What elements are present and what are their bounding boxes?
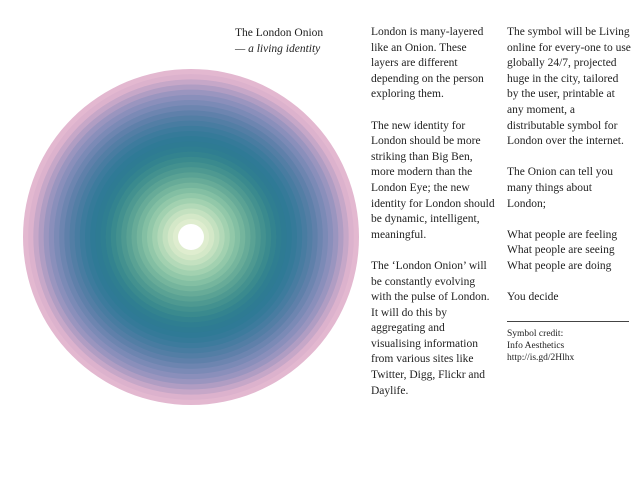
paragraph: The new identity for London should be more striking than Big Ben, more modern than the London Eye; the new identity for London should be dynamic, intelligent, meaningful. [371,119,495,241]
london-onion-symbol [23,69,359,405]
credit-link[interactable]: http://is.gd/2Hlhx [507,353,575,364]
closing-line: You decide [507,291,559,304]
text-column-2 [507,25,631,364]
list-item: What people are feeling [507,228,618,241]
list-item: What people are doing [507,259,612,272]
credit-name: Info Aesthetics [507,341,565,352]
feature-list [507,228,631,275]
divider [507,321,629,322]
page-title: The London Onion [235,27,324,39]
credit-label: Symbol credit: [507,329,564,340]
paragraph: The Onion can tell you many things about London; [507,166,614,210]
onion-center [178,224,204,250]
text-column-1 [371,25,495,415]
page-subtitle: — a living identity [235,43,321,55]
title-block [235,25,355,57]
paragraph: London is many-layered like an Onion. These layers are different depending on the person exploring them. [371,26,484,101]
paragraph: The symbol will be Living online for every-one to use globally 24/7, projected huge in the city, tailored by the user, printable at any moment, a distributable symbol for London over the internet. [507,26,631,148]
list-item: What people are seeing [507,244,615,257]
symbol-credit [507,328,631,364]
paragraph: The ‘London Onion’ will be constantly evolving with the pulse of London. It will do this by aggregating and visualising information from various sites like Twitter, Digg, Flickr and Daylife. [371,259,490,397]
